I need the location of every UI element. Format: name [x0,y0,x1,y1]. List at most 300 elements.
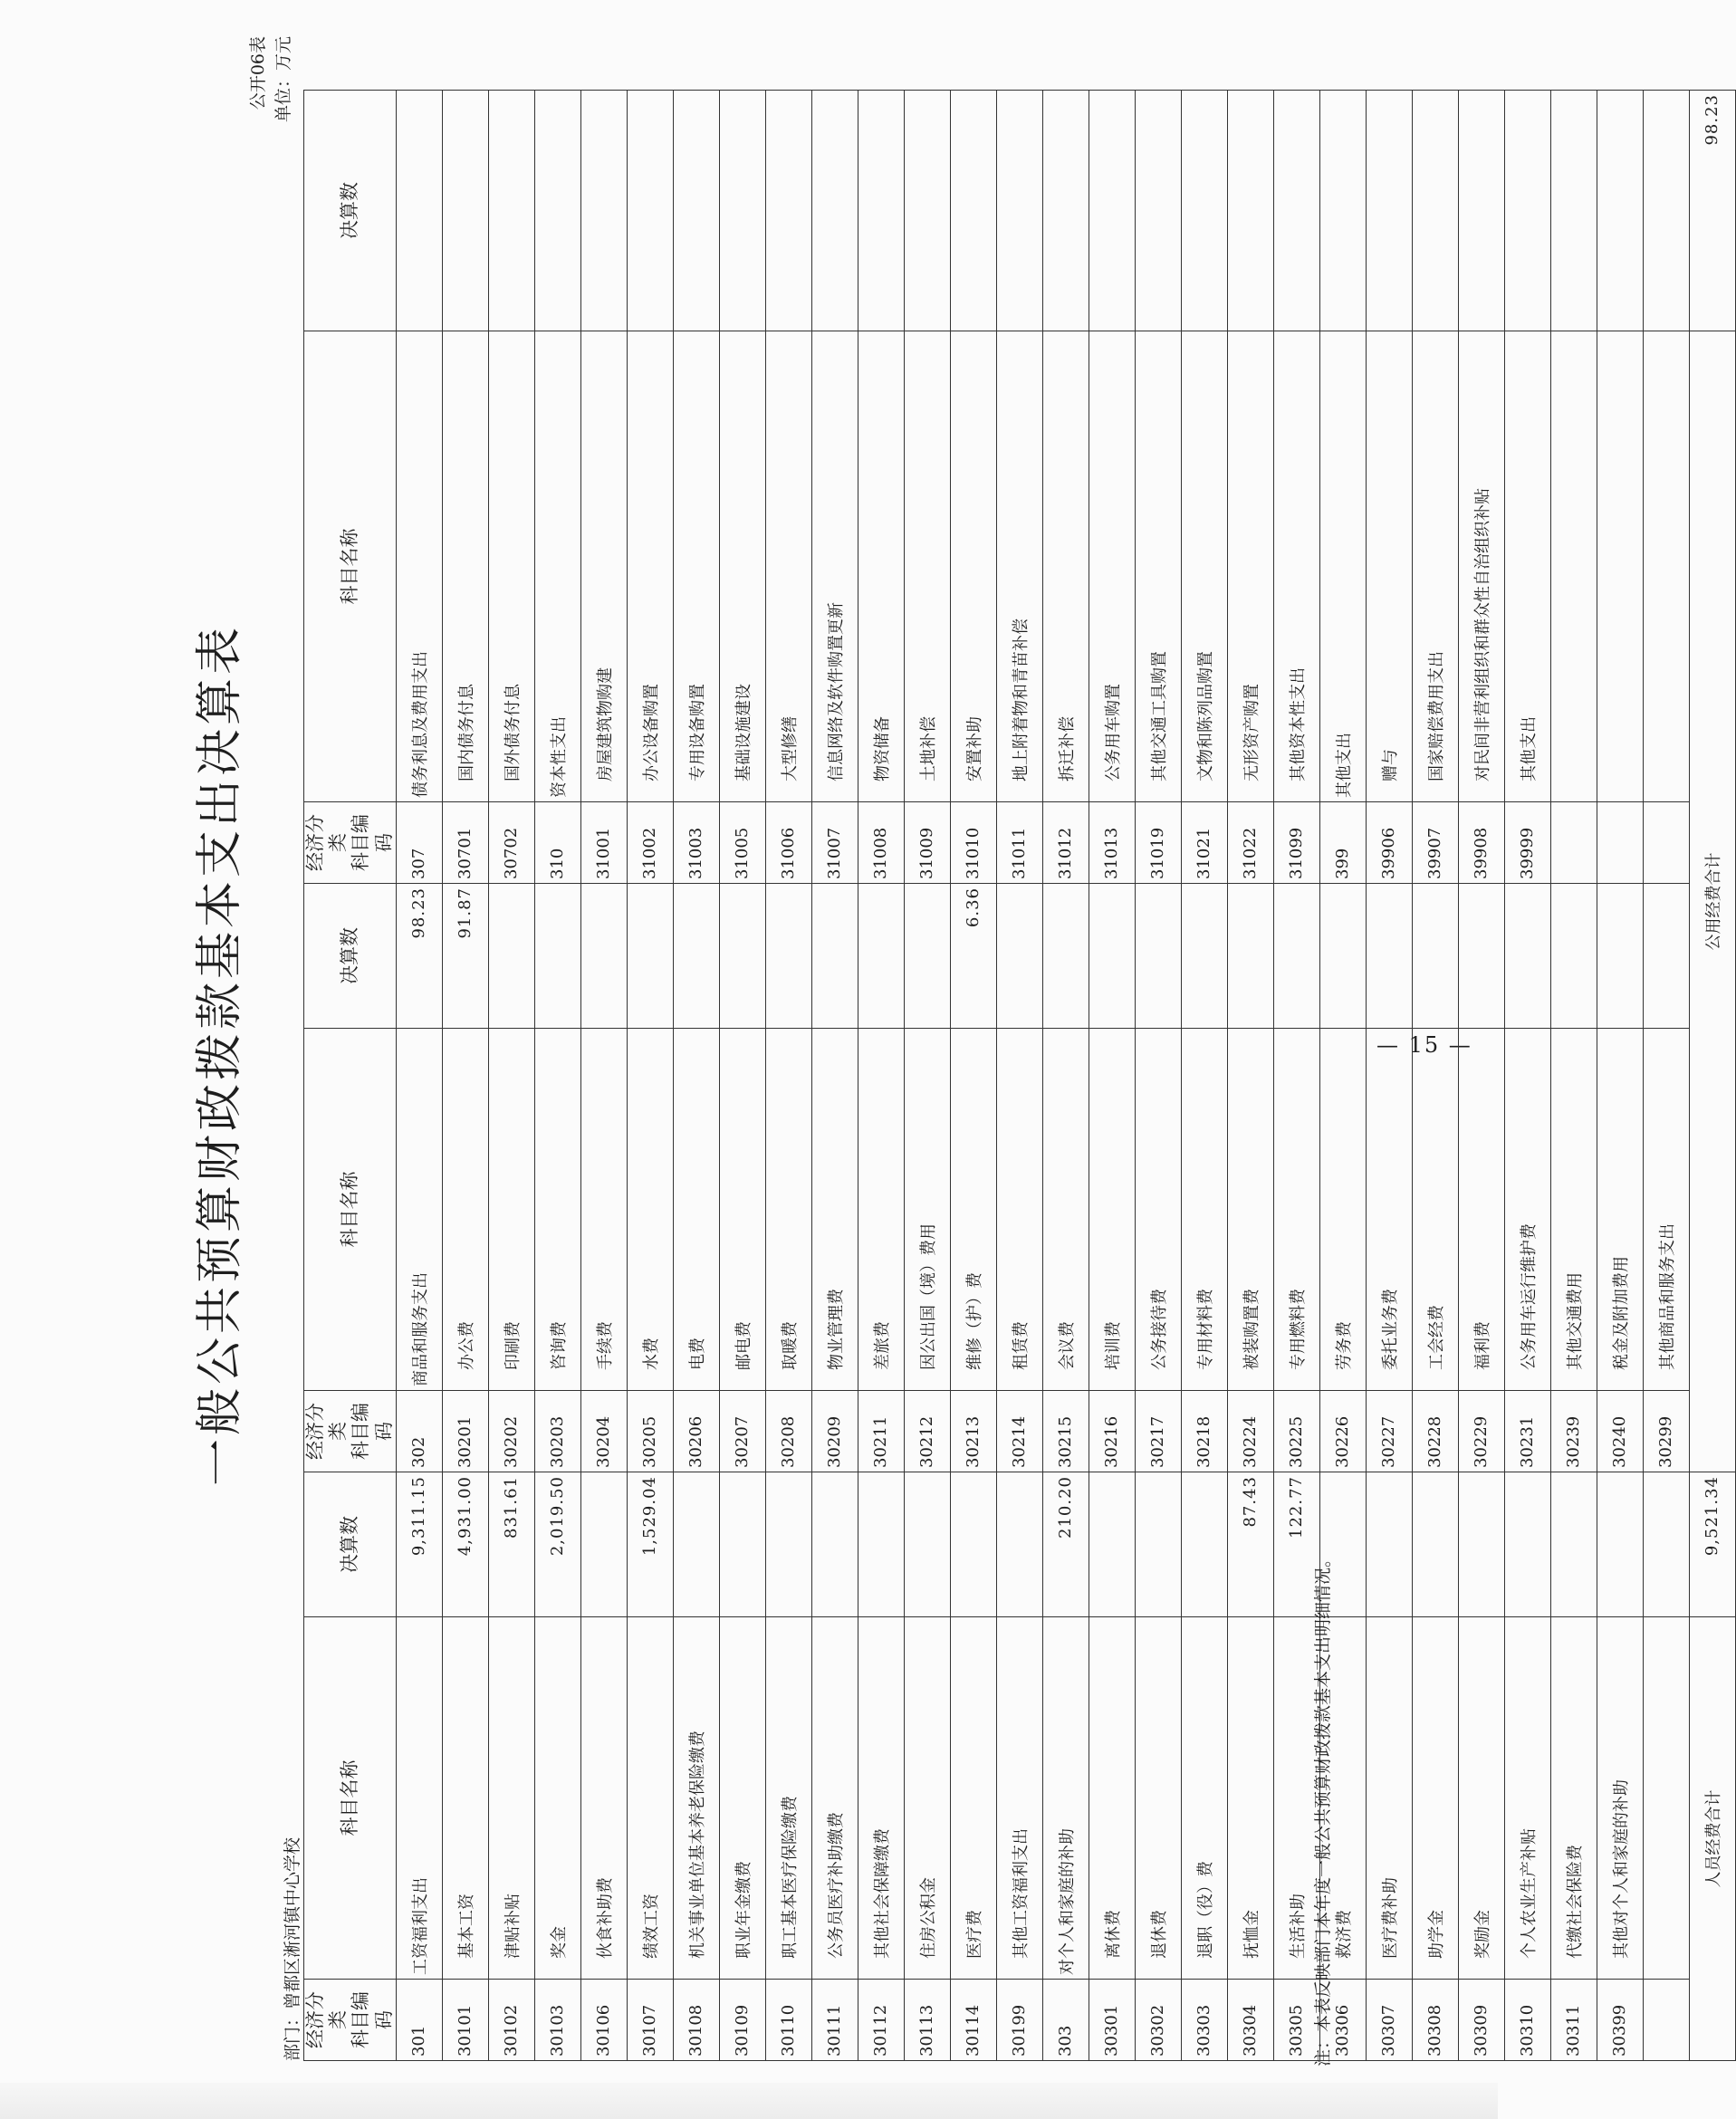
personnel-name-cell: 津贴补贴 [488,1617,534,1980]
table-row [534,91,580,2061]
personnel-amount-cell [1089,1472,1135,1617]
capital-name-cell: 其他交通工具购置 [1135,331,1181,802]
capital-amount-cell [811,91,858,331]
personnel-name-cell: 职业年金缴费 [719,1617,765,1980]
personnel-name-cell: 代缴社会保险费 [1550,1617,1597,1980]
goods-amount-cell [627,884,673,1029]
table-row [1366,91,1412,2061]
capital-name-cell [1597,331,1643,802]
goods-amount-cell [1550,884,1597,1029]
department-label: 部门：曾都区淅河镇中心学校 [283,1836,302,2061]
capital-amount-cell [950,91,996,331]
capital-amount-cell [904,91,950,331]
table-row [719,91,765,2061]
capital-name-cell: 基础设施建设 [719,331,765,802]
capital-amount-cell [1366,91,1412,331]
goods-amount-cell [488,884,534,1029]
personnel-amount-cell [719,1472,765,1617]
personnel-code-cell: 30308 [1412,1980,1458,2061]
goods-amount-cell [858,884,904,1029]
table-row [1135,91,1181,2061]
capital-code-cell: 31013 [1089,802,1135,884]
goods-name-cell: 劳务费 [1319,1029,1366,1391]
goods-code-cell: 30208 [765,1391,811,1472]
capital-code-cell [1550,802,1597,884]
personnel-name-cell: 工资福利支出 [396,1617,442,1980]
capital-name-cell: 大型修缮 [765,331,811,802]
capital-amount-cell [1550,91,1597,331]
goods-code-cell: 30224 [1227,1391,1273,1472]
personnel-name-cell: 医疗费补助 [1366,1617,1412,1980]
capital-amount-cell [442,91,488,331]
goods-amount-cell [1227,884,1273,1029]
capital-amount-cell [1227,91,1273,331]
capital-code-cell: 310 [534,802,580,884]
personnel-code-cell: 30306 [1319,1980,1366,2061]
table-row [1181,91,1227,2061]
personnel-code-cell: 30399 [1597,1980,1643,2061]
capital-amount-cell [488,91,534,331]
personnel-name-cell: 住房公积金 [904,1617,950,1980]
capital-name-cell: 赠与 [1366,331,1412,802]
personnel-amount-cell [765,1472,811,1617]
capital-name-cell: 土地补偿 [904,331,950,802]
capital-code-cell [1597,802,1643,884]
capital-code-cell: 31005 [719,802,765,884]
header-name-3: 科目名称 [304,331,397,802]
capital-amount-cell [1504,91,1550,331]
totals-row [1689,91,1735,2061]
personnel-code-cell: 30311 [1550,1980,1597,2061]
table-row [1042,91,1089,2061]
personnel-code-cell: 303 [1042,1980,1089,2061]
goods-amount-cell [1643,884,1689,1029]
capital-code-cell: 39908 [1458,802,1504,884]
personnel-amount-cell [1366,1472,1412,1617]
capital-name-cell: 资本性支出 [534,331,580,802]
capital-code-cell: 31022 [1227,802,1273,884]
capital-name-cell: 办公设备购置 [627,331,673,802]
capital-code-cell: 31019 [1135,802,1181,884]
header-amount-1: 决算数 [304,1472,397,1617]
public-total-label: 公用经费合计 [1689,331,1735,1472]
table-row [950,91,996,2061]
capital-name-cell: 专用设备购置 [673,331,719,802]
table-row [1458,91,1504,2061]
personnel-amount-cell [1504,1472,1550,1617]
personnel-name-cell: 个人农业生产补贴 [1504,1617,1550,1980]
goods-code-cell: 30204 [580,1391,627,1472]
capital-amount-cell [627,91,673,331]
personnel-name-cell: 伙食补助费 [580,1617,627,1980]
capital-amount-cell [1181,91,1227,331]
personnel-amount-cell [673,1472,719,1617]
goods-code-cell: 30202 [488,1391,534,1472]
capital-name-cell: 国家赔偿费用支出 [1412,331,1458,802]
goods-amount-cell [534,884,580,1029]
personnel-name-cell [1643,1617,1689,1980]
capital-name-cell: 物资储备 [858,331,904,802]
table-row [811,91,858,2061]
table-row [1227,91,1273,2061]
personnel-name-cell: 奖励金 [1458,1617,1504,1980]
capital-name-cell: 国内债务付息 [442,331,488,802]
personnel-amount-cell: 87.43 [1227,1472,1273,1617]
goods-name-cell: 税金及附加费用 [1597,1029,1643,1391]
capital-code-cell: 399 [1319,802,1366,884]
personnel-total-label: 人员经费合计 [1689,1617,1735,2061]
capital-name-cell: 地上附着物和青苗补偿 [996,331,1042,802]
capital-code-cell: 31002 [627,802,673,884]
personnel-amount-cell: 2,019.50 [534,1472,580,1617]
goods-amount-cell [673,884,719,1029]
capital-name-cell: 文物和陈列品购置 [1181,331,1227,802]
goods-code-cell: 30211 [858,1391,904,1472]
page-number: — 15 — [1376,1032,1472,1058]
personnel-name-cell: 其他工资福利支出 [996,1617,1042,1980]
personnel-amount-cell: 831.61 [488,1472,534,1617]
table-row [1597,91,1643,2061]
personnel-code-cell: 301 [396,1980,442,2061]
goods-name-cell: 租赁费 [996,1029,1042,1391]
footnote: 注：本表反映部门本年度一般公共预算财政拨款基本支出明细情况。 [1313,1549,1333,2066]
capital-amount-cell [1135,91,1181,331]
personnel-amount-cell [904,1472,950,1617]
table-row [904,91,950,2061]
personnel-name-cell: 医疗费 [950,1617,996,1980]
goods-code-cell: 30209 [811,1391,858,1472]
personnel-total-amount: 9,521.34 [1689,1472,1735,1617]
goods-code-cell: 30225 [1273,1391,1319,1472]
personnel-code-cell: 30109 [719,1980,765,2061]
capital-name-cell: 债务利息及费用支出 [396,331,442,802]
goods-code-cell: 30203 [534,1391,580,1472]
goods-name-cell: 其他商品和服务支出 [1643,1029,1689,1391]
personnel-amount-cell [950,1472,996,1617]
goods-amount-cell [1135,884,1181,1029]
public-total-amount: 98.23 [1689,91,1735,331]
table-row [488,91,534,2061]
goods-name-cell: 公务用车运行维护费 [1504,1029,1550,1391]
capital-code-cell: 31099 [1273,802,1319,884]
personnel-name-cell: 对个人和家庭的补助 [1042,1617,1089,1980]
capital-name-cell: 安置补助 [950,331,996,802]
table-row [442,91,488,2061]
capital-amount-cell [996,91,1042,331]
capital-amount-cell [1319,91,1366,331]
personnel-code-cell: 30106 [580,1980,627,2061]
goods-amount-cell [765,884,811,1029]
personnel-code-cell [1643,1980,1689,2061]
unit-label: 单位：万元 [273,36,293,123]
personnel-amount-cell: 210.20 [1042,1472,1089,1617]
capital-amount-cell [1273,91,1319,331]
header-name-1: 科目名称 [304,1617,397,1980]
capital-amount-cell [765,91,811,331]
personnel-amount-cell [811,1472,858,1617]
personnel-code-cell: 30304 [1227,1980,1273,2061]
goods-code-cell: 30227 [1366,1391,1412,1472]
capital-amount-cell [858,91,904,331]
capital-code-cell: 39907 [1412,802,1458,884]
goods-amount-cell [811,884,858,1029]
capital-name-cell: 其他支出 [1504,331,1550,802]
goods-code-cell: 30229 [1458,1391,1504,1472]
personnel-code-cell: 30307 [1366,1980,1412,2061]
header-name-2: 科目名称 [304,1029,397,1391]
capital-name-cell: 房屋建筑物购建 [580,331,627,802]
goods-amount-cell [1042,884,1089,1029]
goods-name-cell: 福利费 [1458,1029,1504,1391]
table-row [1550,91,1597,2061]
goods-amount-cell [1458,884,1504,1029]
personnel-name-cell: 退休费 [1135,1617,1181,1980]
personnel-name-cell: 基本工资 [442,1617,488,1980]
goods-code-cell: 30213 [950,1391,996,1472]
header-amount-2: 决算数 [304,884,397,1029]
goods-name-cell: 手续费 [580,1029,627,1391]
capital-amount-cell [1042,91,1089,331]
goods-amount-cell [1412,884,1458,1029]
capital-amount-cell [1643,91,1689,331]
header-code-2: 经济分类 科目编码 [304,1391,397,1472]
goods-name-cell: 会议费 [1042,1029,1089,1391]
table-row [1089,91,1135,2061]
capital-name-cell: 其他支出 [1319,331,1366,802]
personnel-amount-cell [1597,1472,1643,1617]
goods-code-cell: 30299 [1643,1391,1689,1472]
rotated-sheet [154,36,1723,2074]
goods-name-cell: 商品和服务支出 [396,1029,442,1391]
capital-code-cell: 31010 [950,802,996,884]
goods-code-cell: 30212 [904,1391,950,1472]
goods-code-cell: 30215 [1042,1391,1089,1472]
personnel-amount-cell [1643,1472,1689,1617]
personnel-amount-cell [858,1472,904,1617]
personnel-name-cell: 抚恤金 [1227,1617,1273,1980]
capital-amount-cell [1597,91,1643,331]
goods-name-cell: 办公费 [442,1029,488,1391]
goods-amount-cell [1366,884,1412,1029]
goods-name-cell: 差旅费 [858,1029,904,1391]
goods-name-cell: 培训费 [1089,1029,1135,1391]
capital-amount-cell [534,91,580,331]
personnel-code-cell: 30107 [627,1980,673,2061]
personnel-name-cell: 公务员医疗补助缴费 [811,1617,858,1980]
personnel-name-cell: 机关事业单位基本养老保险缴费 [673,1617,719,1980]
goods-name-cell: 咨询费 [534,1029,580,1391]
personnel-amount-cell: 122.77 [1273,1472,1319,1617]
personnel-name-cell: 其他对个人和家庭的补助 [1597,1617,1643,1980]
capital-name-cell: 国外债务付息 [488,331,534,802]
personnel-code-cell: 30310 [1504,1980,1550,2061]
personnel-amount-cell [1412,1472,1458,1617]
goods-amount-cell: 98.23 [396,884,442,1029]
capital-amount-cell [580,91,627,331]
personnel-name-cell: 生活补助 [1273,1617,1319,1980]
personnel-amount-cell [1550,1472,1597,1617]
table-row [765,91,811,2061]
personnel-name-cell: 其他社会保障缴费 [858,1617,904,1980]
goods-code-cell: 30240 [1597,1391,1643,1472]
capital-code-cell: 31011 [996,802,1042,884]
personnel-amount-cell [1458,1472,1504,1617]
capital-amount-cell [719,91,765,331]
page-title: 一般公共预算财政拨款基本支出决算表 [193,624,247,1487]
capital-amount-cell [1458,91,1504,331]
table-row [627,91,673,2061]
personnel-code-cell: 30101 [442,1980,488,2061]
personnel-code-cell: 30113 [904,1980,950,2061]
personnel-code-cell: 30199 [996,1980,1042,2061]
personnel-name-cell: 救济费 [1319,1617,1366,1980]
capital-name-cell: 信息网络及软件购置更新 [811,331,858,802]
header-code-1: 经济分类 科目编码 [304,1980,397,2061]
personnel-code-cell: 30303 [1181,1980,1227,2061]
goods-name-cell: 专用材料费 [1181,1029,1227,1391]
table-row [1412,91,1458,2061]
capital-code-cell: 31021 [1181,802,1227,884]
personnel-name-cell: 离休费 [1089,1617,1135,1980]
header-amount-3: 决算数 [304,91,397,331]
capital-name-cell [1643,331,1689,802]
goods-amount-cell [1181,884,1227,1029]
goods-name-cell: 水费 [627,1029,673,1391]
personnel-name-cell: 绩效工资 [627,1617,673,1980]
capital-code-cell: 31003 [673,802,719,884]
goods-amount-cell [1273,884,1319,1029]
personnel-code-cell: 30301 [1089,1980,1135,2061]
personnel-name-cell: 职工基本医疗保险缴费 [765,1617,811,1980]
table-row [858,91,904,2061]
capital-name-cell: 其他资本性支出 [1273,331,1319,802]
goods-code-cell: 30228 [1412,1391,1458,1472]
goods-name-cell: 其他交通费用 [1550,1029,1597,1391]
expenditure-table [303,90,1736,2061]
goods-amount-cell [1597,884,1643,1029]
goods-amount-cell: 91.87 [442,884,488,1029]
goods-name-cell: 物业管理费 [811,1029,858,1391]
personnel-amount-cell: 9,311.15 [396,1472,442,1617]
scan-edge [0,2083,1498,2119]
goods-name-cell: 因公出国（境）费用 [904,1029,950,1391]
capital-name-cell: 公务用车购置 [1089,331,1135,802]
personnel-code-cell: 30110 [765,1980,811,2061]
capital-code-cell: 30702 [488,802,534,884]
capital-code-cell: 39999 [1504,802,1550,884]
goods-code-cell: 30214 [996,1391,1042,1472]
goods-code-cell: 30201 [442,1391,488,1472]
personnel-amount-cell [1181,1472,1227,1617]
table-row [1643,91,1689,2061]
capital-name-cell: 无形资产购置 [1227,331,1273,802]
personnel-name-cell: 奖金 [534,1617,580,1980]
goods-code-cell: 30205 [627,1391,673,1472]
goods-amount-cell [1089,884,1135,1029]
header-code-3: 经济分类 科目编码 [304,802,397,884]
capital-amount-cell [1089,91,1135,331]
table-row [996,91,1042,2061]
goods-code-cell: 30226 [1319,1391,1366,1472]
personnel-code-cell: 30114 [950,1980,996,2061]
capital-amount-cell [673,91,719,331]
goods-code-cell: 30216 [1089,1391,1135,1472]
capital-code-cell: 31006 [765,802,811,884]
goods-code-cell: 30207 [719,1391,765,1472]
goods-code-cell: 302 [396,1391,442,1472]
personnel-code-cell: 30111 [811,1980,858,2061]
goods-amount-cell [1504,884,1550,1029]
goods-code-cell: 30231 [1504,1391,1550,1472]
personnel-amount-cell: 1,529.04 [627,1472,673,1617]
personnel-amount-cell [996,1472,1042,1617]
personnel-amount-cell: 4,931.00 [442,1472,488,1617]
header-row [304,91,397,2061]
personnel-code-cell: 30102 [488,1980,534,2061]
capital-name-cell: 对民间非营利组织和群众性自治组织补贴 [1458,331,1504,802]
goods-name-cell: 专用燃料费 [1273,1029,1319,1391]
personnel-amount-cell [580,1472,627,1617]
capital-code-cell: 31007 [811,802,858,884]
capital-code-cell: 30701 [442,802,488,884]
capital-code-cell [1643,802,1689,884]
goods-name-cell: 被装购置费 [1227,1029,1273,1391]
goods-name-cell: 公务接待费 [1135,1029,1181,1391]
capital-code-cell: 31012 [1042,802,1089,884]
capital-amount-cell [1412,91,1458,331]
capital-code-cell: 307 [396,802,442,884]
capital-code-cell: 31009 [904,802,950,884]
goods-code-cell: 30218 [1181,1391,1227,1472]
goods-name-cell: 取暖费 [765,1029,811,1391]
personnel-name-cell: 助学金 [1412,1617,1458,1980]
goods-amount-cell [719,884,765,1029]
personnel-code-cell: 30112 [858,1980,904,2061]
personnel-code-cell: 30108 [673,1980,719,2061]
goods-name-cell: 维修（护）费 [950,1029,996,1391]
capital-name-cell: 拆迁补偿 [1042,331,1089,802]
goods-amount-cell [580,884,627,1029]
goods-name-cell: 邮电费 [719,1029,765,1391]
goods-name-cell: 印刷费 [488,1029,534,1391]
goods-amount-cell: 6.36 [950,884,996,1029]
goods-amount-cell [996,884,1042,1029]
capital-name-cell [1550,331,1597,802]
personnel-code-cell: 30302 [1135,1980,1181,2061]
table-row [673,91,719,2061]
goods-code-cell: 30206 [673,1391,719,1472]
personnel-name-cell: 退职（役）费 [1181,1617,1227,1980]
capital-code-cell: 39906 [1366,802,1412,884]
personnel-amount-cell [1135,1472,1181,1617]
goods-code-cell: 30239 [1550,1391,1597,1472]
goods-code-cell: 30217 [1135,1391,1181,1472]
capital-code-cell: 31008 [858,802,904,884]
capital-amount-cell [396,91,442,331]
table-row [396,91,442,2061]
personnel-code-cell: 30305 [1273,1980,1319,2061]
table-row [1504,91,1550,2061]
table-row [580,91,627,2061]
goods-name-cell: 委托业务费 [1366,1029,1412,1391]
goods-amount-cell [904,884,950,1029]
personnel-code-cell: 30103 [534,1980,580,2061]
capital-code-cell: 31001 [580,802,627,884]
form-number: 公开06表 [248,36,268,110]
goods-name-cell: 电费 [673,1029,719,1391]
personnel-code-cell: 30309 [1458,1980,1504,2061]
goods-name-cell: 工会经费 [1412,1029,1458,1391]
